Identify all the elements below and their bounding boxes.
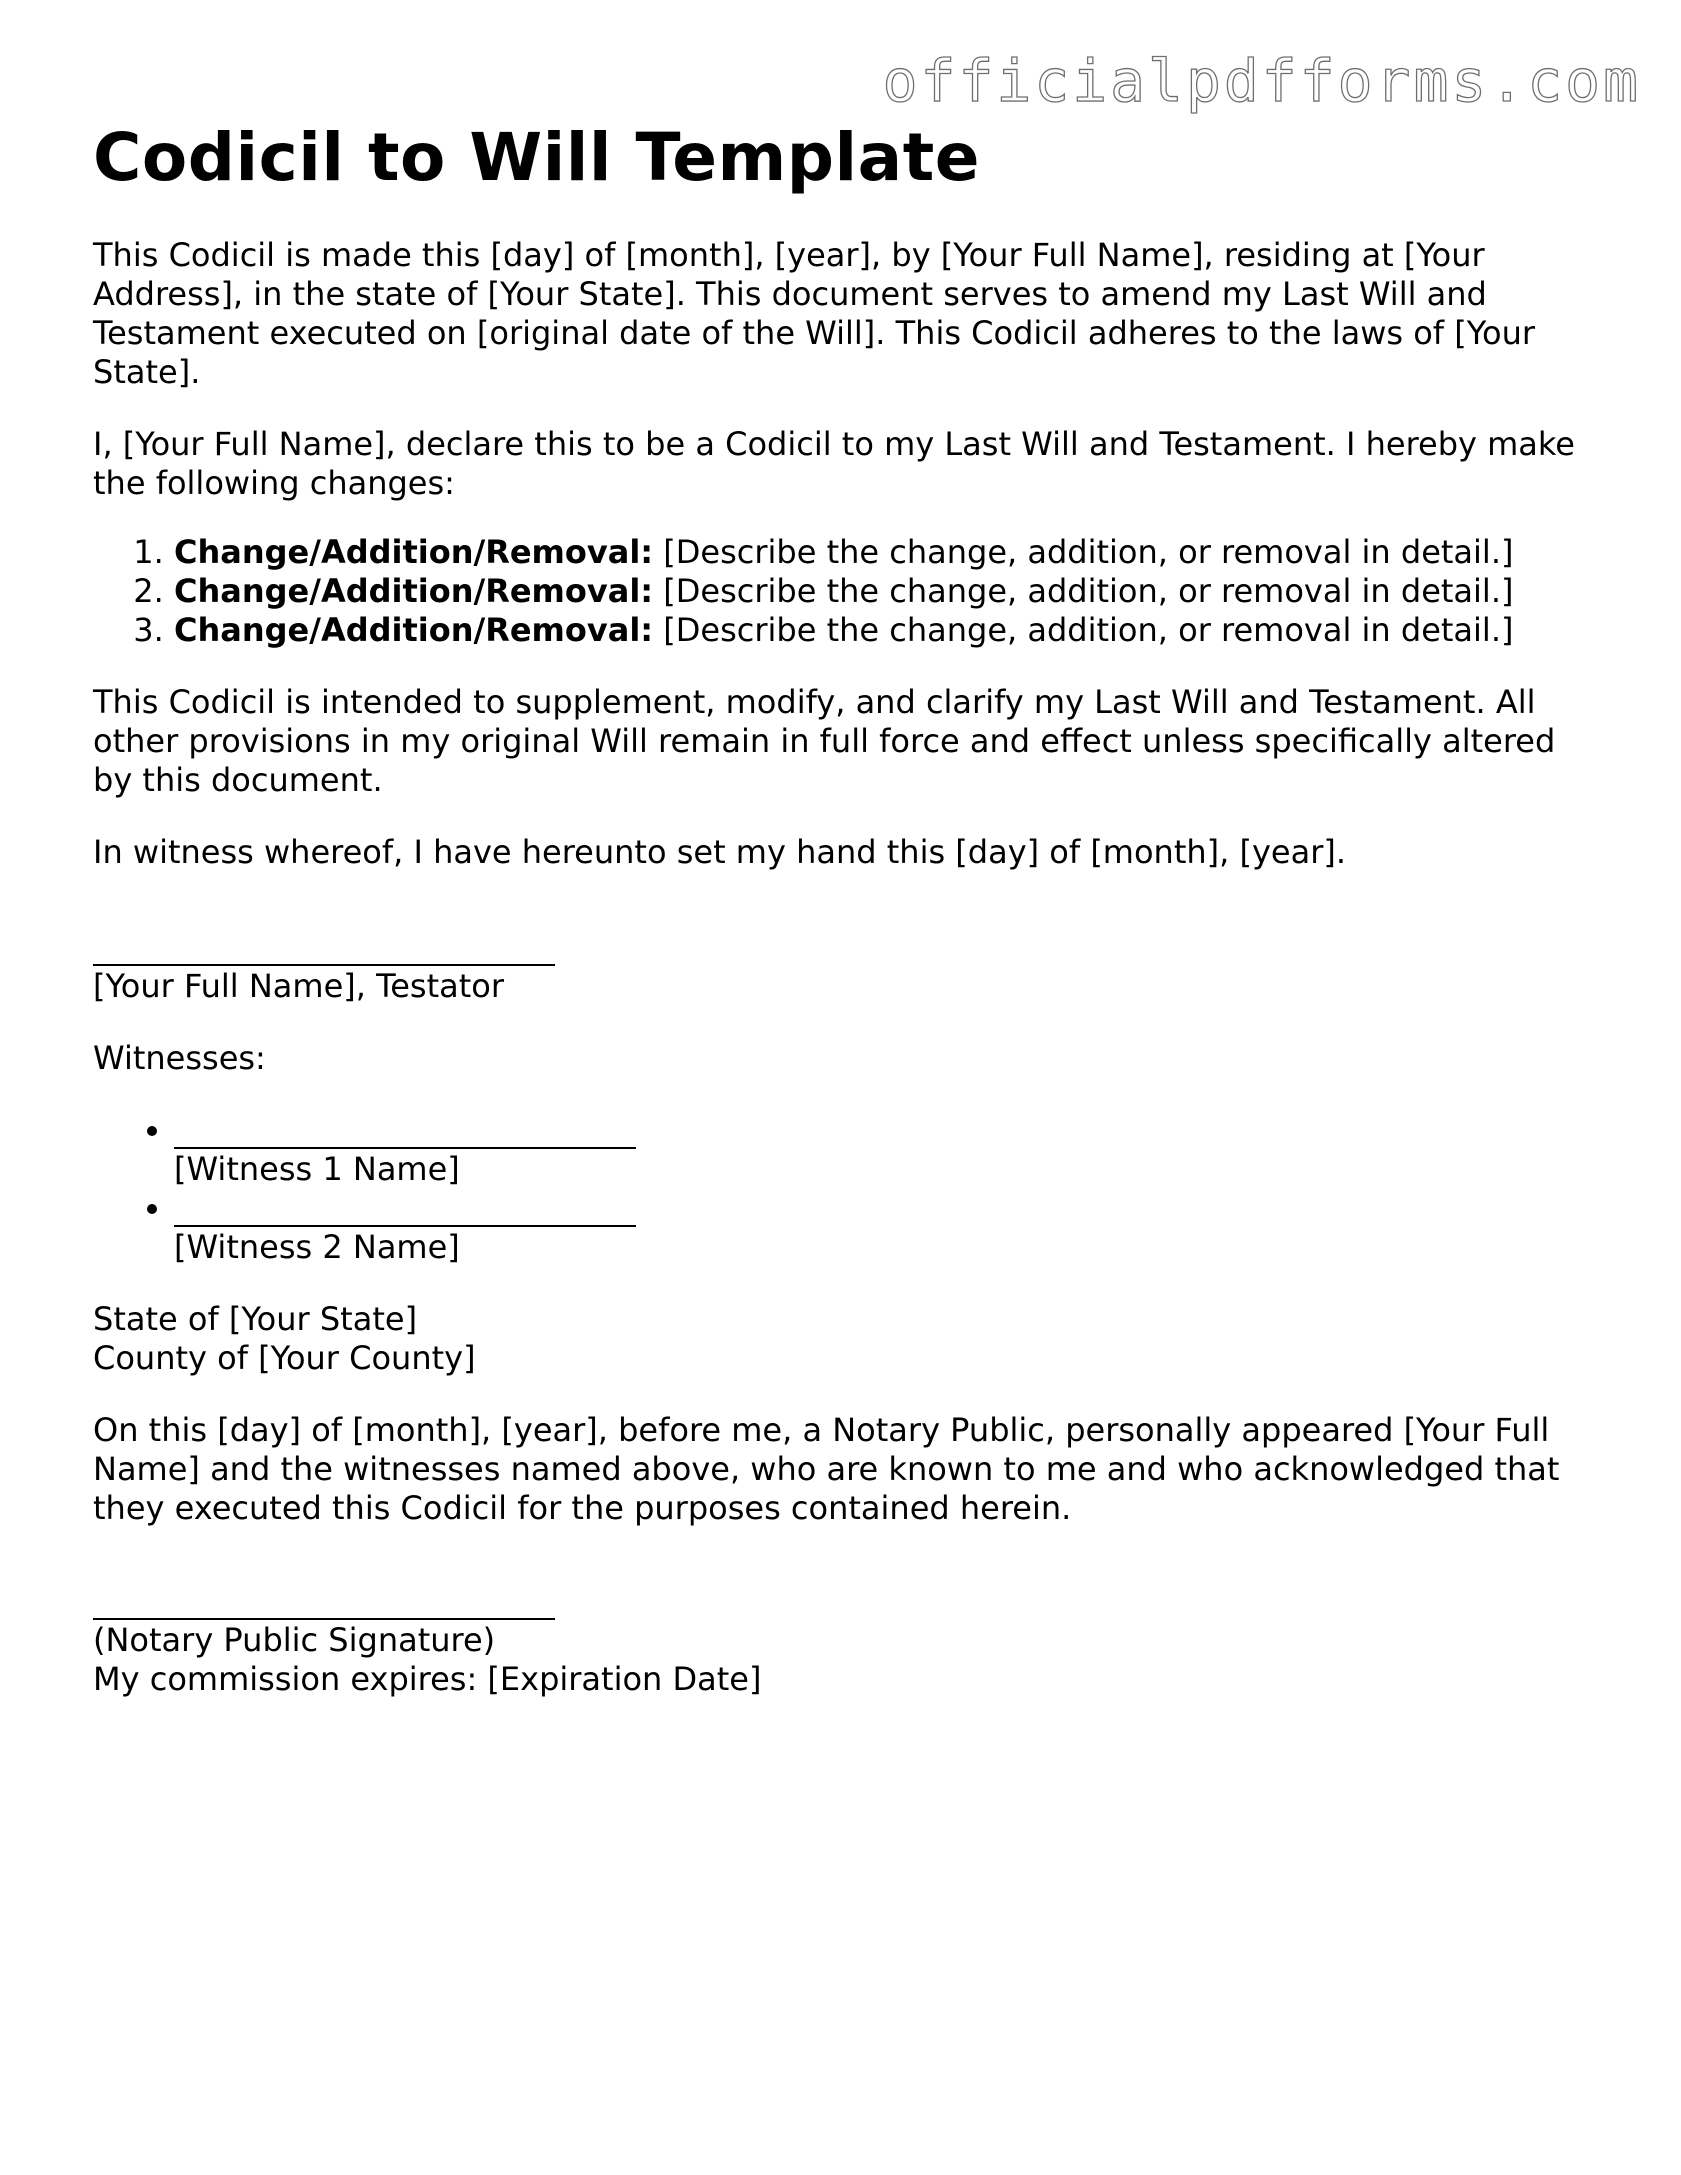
document-title: Codicil to Will Template	[93, 119, 981, 196]
witness-list	[93, 1111, 1593, 1267]
notary-signature-label: (Notary Public Signature)	[93, 1621, 496, 1659]
witness-clause: In witness whereof, I have hereunto set my hand this [day] of [month], [year].	[93, 833, 1347, 871]
change-item	[174, 533, 1593, 572]
witness-item	[174, 1111, 1593, 1189]
commission-line: My commission expires: [Expiration Date]	[93, 1660, 762, 1698]
change-label: Change/Addition/Removal:	[174, 572, 654, 610]
change-label: Change/Addition/Removal:	[174, 611, 654, 649]
declaration-paragraph: I, [Your Full Name], declare this to be a Codicil to my Last Will and Testament. I hereby make the following changes:	[93, 425, 1575, 502]
state-line: State of [Your State]	[93, 1300, 418, 1338]
witness-signature-line[interactable]	[174, 1189, 636, 1227]
witnesses-heading: Witnesses:	[93, 1039, 266, 1077]
change-item	[174, 572, 1593, 611]
change-text: [Describe the change, addition, or removal in detail.]	[653, 611, 1514, 649]
document-page	[93, 118, 1593, 1732]
witness-item	[174, 1189, 1593, 1267]
testator-signature-line[interactable]	[93, 928, 555, 966]
jurisdiction-block	[93, 1300, 1593, 1378]
change-text: [Describe the change, addition, or removal in detail.]	[653, 572, 1514, 610]
county-line: County of [Your County]	[93, 1339, 476, 1377]
change-item	[174, 611, 1593, 650]
notary-signature-block	[93, 1582, 1593, 1699]
change-text: [Describe the change, addition, or removal in detail.]	[653, 533, 1514, 571]
notary-paragraph: On this [day] of [month], [year], before me, a Notary Public, personally appeared [Your Full Name] and the witnesses named above, who are known to me and who acknowledged that they executed this Codicil for the purposes contained herein.	[93, 1411, 1560, 1527]
watermark-text: officialpdfforms.com	[882, 47, 1641, 115]
change-label: Change/Addition/Removal:	[174, 533, 654, 571]
witness-signature-line[interactable]	[174, 1111, 636, 1149]
changes-list	[93, 533, 1593, 650]
testator-signature-block	[93, 928, 1593, 1006]
witness-name: • [Witness 1 Name]	[174, 1150, 460, 1188]
witness-name: • [Witness 2 Name]	[174, 1228, 460, 1266]
intro-paragraph: This Codicil is made this [day] of [month], [year], by [Your Full Name], residing at [Your Address], in the state of [Your State]. This document serves to amend my Last Will and Testament executed on [original date of the Will]. This Codicil adheres to the laws of [Your State].	[93, 236, 1536, 391]
supplement-paragraph: This Codicil is intended to supplement, modify, and clarify my Last Will and Testament. All other provisions in my original Will remain in full force and effect unless specifically altered by this document.	[93, 683, 1556, 799]
notary-signature-line[interactable]	[93, 1582, 555, 1620]
testator-label: [Your Full Name], Testator	[93, 967, 504, 1005]
